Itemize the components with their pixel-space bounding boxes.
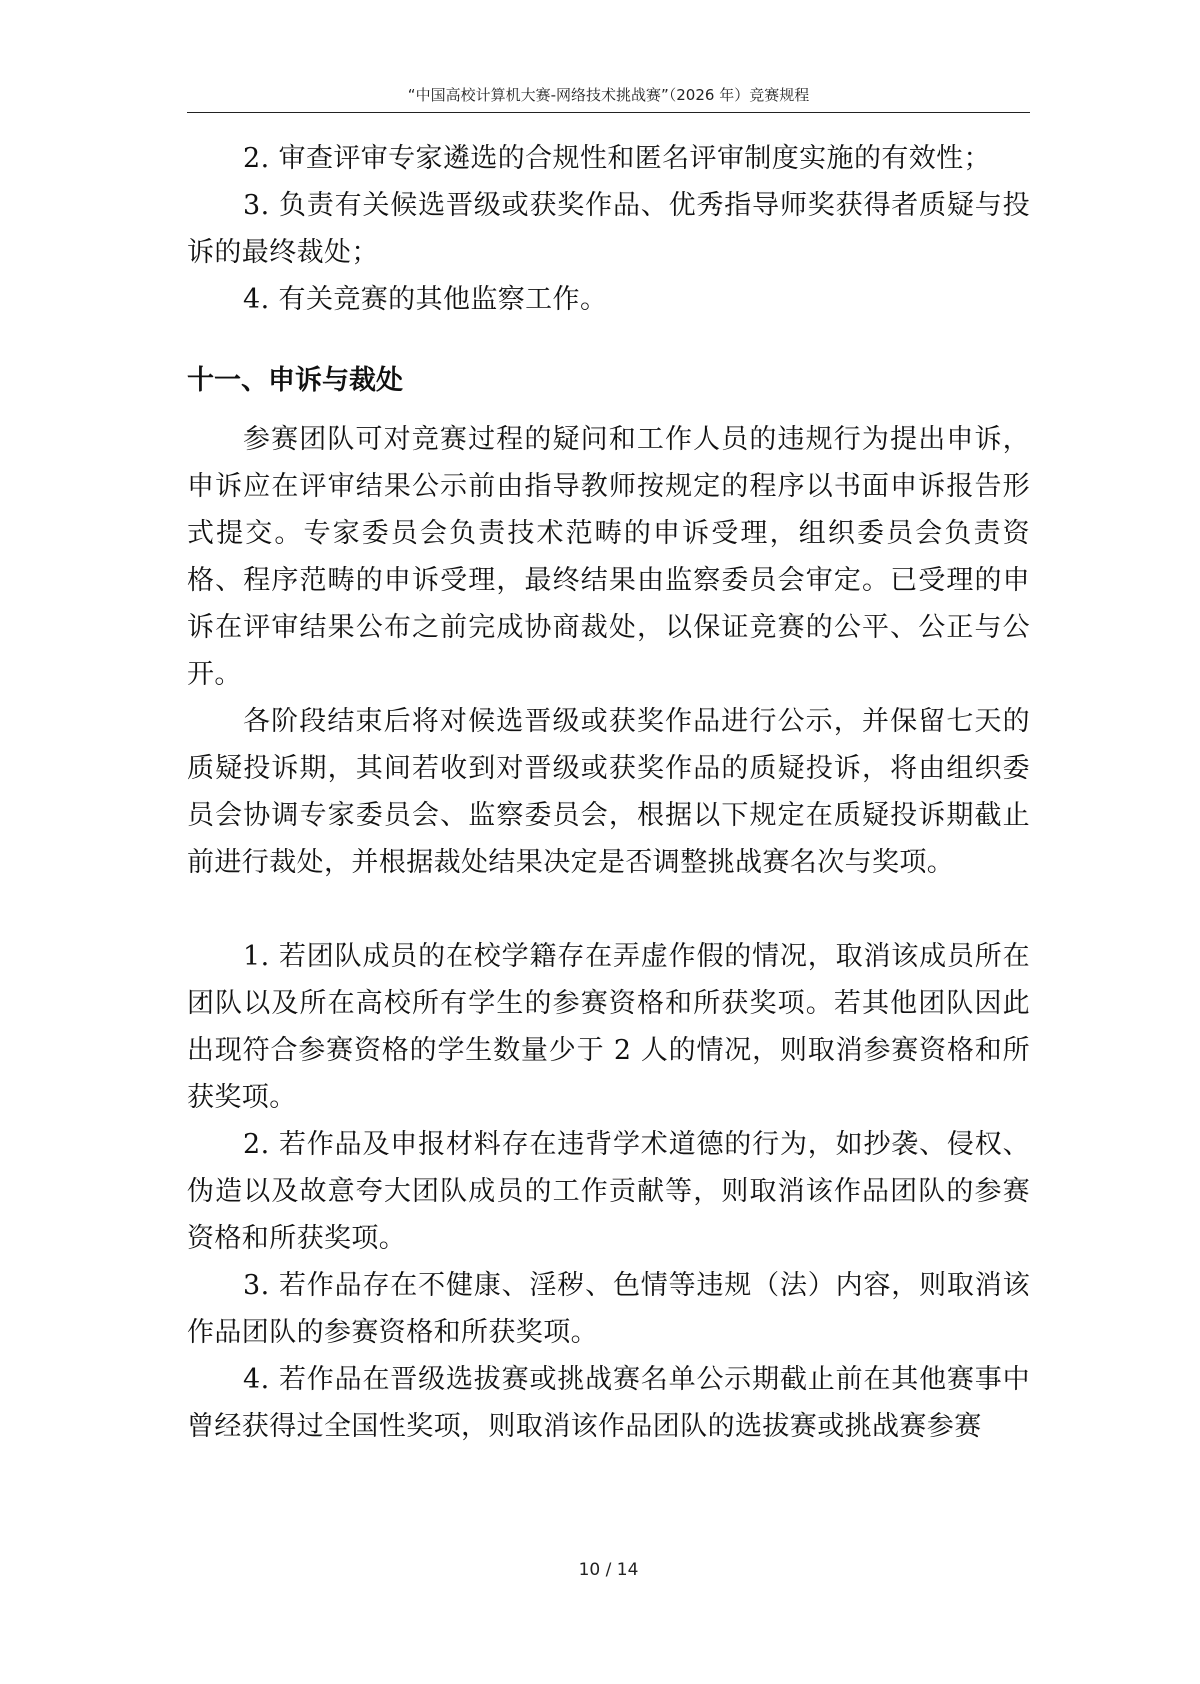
rule-item-1: 1. 若团队成员的在校学籍存在弄虚作假的情况，取消该成员所在团队以及所在高校所有学生的参赛资格和所获奖项。若其他团队因此出现符合参赛资格的学生数量少于 2 人的情况，则取消参赛资格和所获奖项。 — [187, 941, 1030, 1113]
rule-item-2: 2. 若作品及申报材料存在违背学术道德的行为，如抄袭、侵权、伪造以及故意夸大团队成员的工作贡献等，则取消该作品团队的参赛资格和所获奖项。 — [187, 1129, 1030, 1254]
header-rule — [187, 112, 1030, 113]
page-header: “中国高校计算机大赛-网络技术挑战赛”（2026 年）竞赛规程 — [407, 86, 810, 104]
list-item-3: 3. 负责有关候选晋级或获奖作品、优秀指导师奖获得者质疑与投诉的最终裁处； — [187, 190, 1030, 268]
paragraph-appeal: 参赛团队可对竞赛过程的疑问和工作人员的违规行为提出申诉，申诉应在评审结果公示前由指导教师按规定的程序以书面申诉报告形式提交。专家委员会负责技术范畴的申诉受理，组织委员会负责资格、程序范畴的申诉受理，最终结果由监察委员会审定。已受理的申诉在评审结果公布之前完成协商裁处，以保证竞赛的公平、公正与公开。 — [187, 424, 1030, 690]
rule-item-3: 3. 若作品存在不健康、淫秽、色情等违规（法）内容，则取消该作品团队的参赛资格和所获奖项。 — [187, 1270, 1030, 1348]
paragraph-publicity: 各阶段结束后将对候选晋级或获奖作品进行公示，并保留七天的质疑投诉期，其间若收到对晋级或获奖作品的质疑投诉，将由组织委员会协调专家委员会、监察委员会，根据以下规定在质疑投诉期截止前进行裁处，并根据裁处结果决定是否调整挑战赛名次与奖项。 — [187, 706, 1030, 878]
rule-item-4: 4. 若作品在晋级选拔赛或挑战赛名单公示期截止前在其他赛事中曾经获得过全国性奖项，则取消该作品团队的选拔赛或挑战赛参赛 — [187, 1364, 1030, 1442]
list-item-2: 2. 审查评审专家遴选的合规性和匿名评审制度实施的有效性； — [243, 143, 991, 174]
section-heading: 十一、申诉与裁处 — [187, 365, 403, 396]
page-number: 10 / 14 — [578, 1560, 639, 1580]
list-item-4: 4. 有关竞赛的其他监察工作。 — [243, 284, 608, 315]
